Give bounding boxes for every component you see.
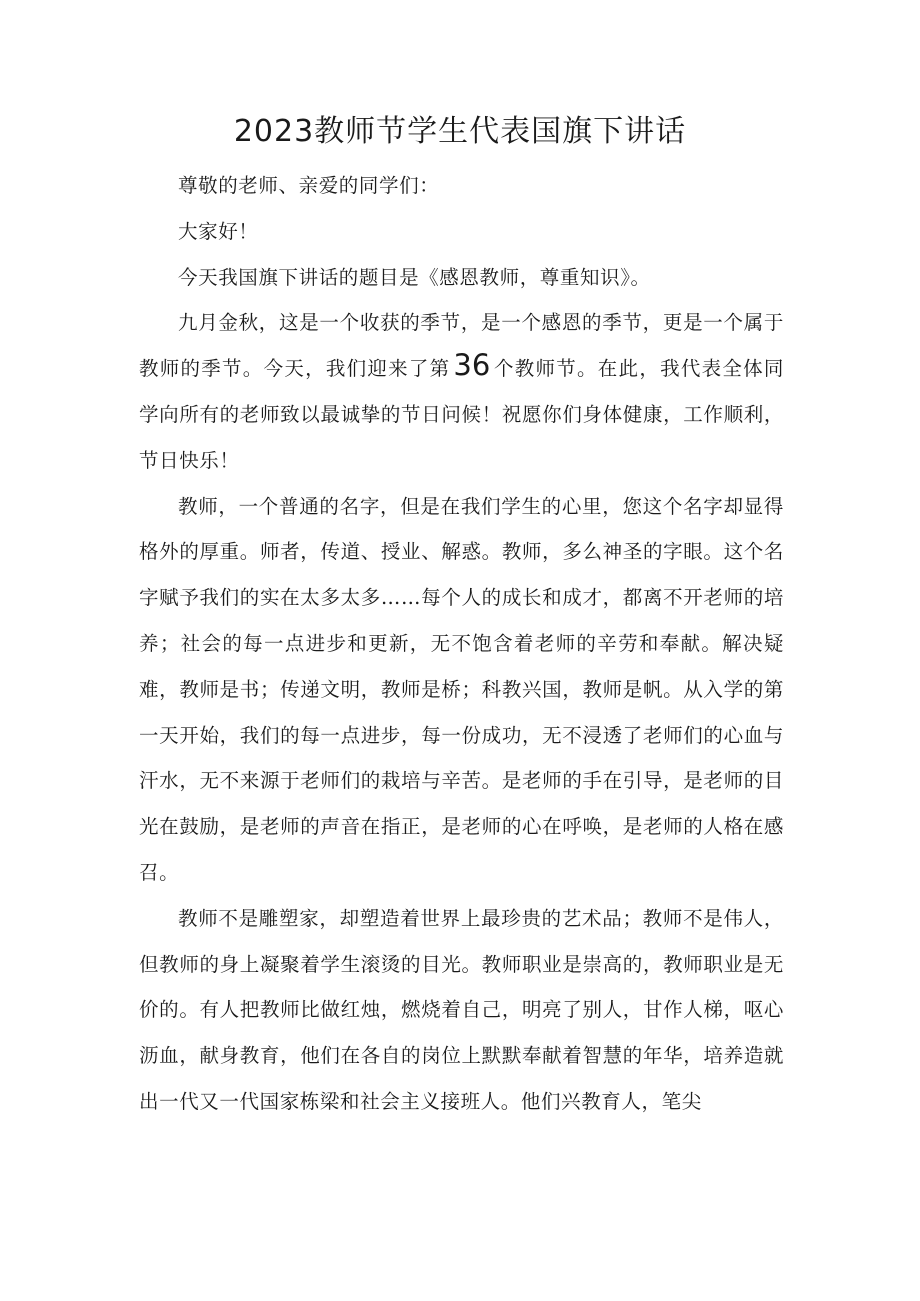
topic-paragraph: 今天我国旗下讲话的题目是《感恩教师，尊重知识》。: [178, 265, 651, 289]
greeting-paragraph: 尊敬的老师、亲爱的同学们：: [178, 174, 440, 197]
hello-paragraph: 大家好！: [178, 219, 259, 243]
paragraph-sculptor: 教师不是雕塑家，却塑造着世界上最珍贵的艺术品；教师不是伟人，但教师的身上凝聚着学生滚烫的目光。教师职业是崇高的，教师职业是无价的。有人把教师比做红烛，燃烧着自己，明亮了别人，甘作人梯，呕心沥血，献身教育，他们在各自的岗位上默默奉献着智慧的年华，培养造就出一代又一代国家栋梁和社会主义接班人。他们兴教育人，笔尖: [139, 906, 784, 1113]
paragraph-teacher-name: 教师，一个普通的名字，但是在我们学生的心里，您这个名字却显得格外的厚重。师者，传道、授业、解惑。教师，多么神圣的字眼。这个名字赋予我们的实在太多太多……每个人的成长和成才，都离不开老师的培养；社会的每一点进步和更新，无不饱含着老师的辛劳和奉献。解决疑难，教师是书；传递文明，教师是桥；科教兴国，教师是帆。从入学的第一天开始，我们的每一点进步，每一份成功，无不浸透了老师们的心血与汗水，无不来源于老师们的栽培与辛苦。是老师的手在引导，是老师的目光在鼓励，是老师的声音在指正，是老师的心在呼唤，是老师的人格在感召。: [139, 494, 784, 884]
teachers-day-number: 36: [453, 348, 491, 383]
paragraph-autumn: [139, 300, 784, 483]
paragraph-autumn-text-after: 个教师节。在此，我代表全体同学向所有的老师致以最诚挚的节日问候！祝愿你们身体健康，工作顺利，节日快乐！: [139, 357, 784, 472]
document-body: [139, 163, 784, 1125]
paragraph-autumn-text-before: 九月金秋，这是一个收获的季节，是一个感恩的季节，更是一个属于教师的季节。今天，我们迎来了第: [139, 311, 784, 381]
document-title: 2023教师节学生代表国旗下讲话: [233, 114, 687, 149]
